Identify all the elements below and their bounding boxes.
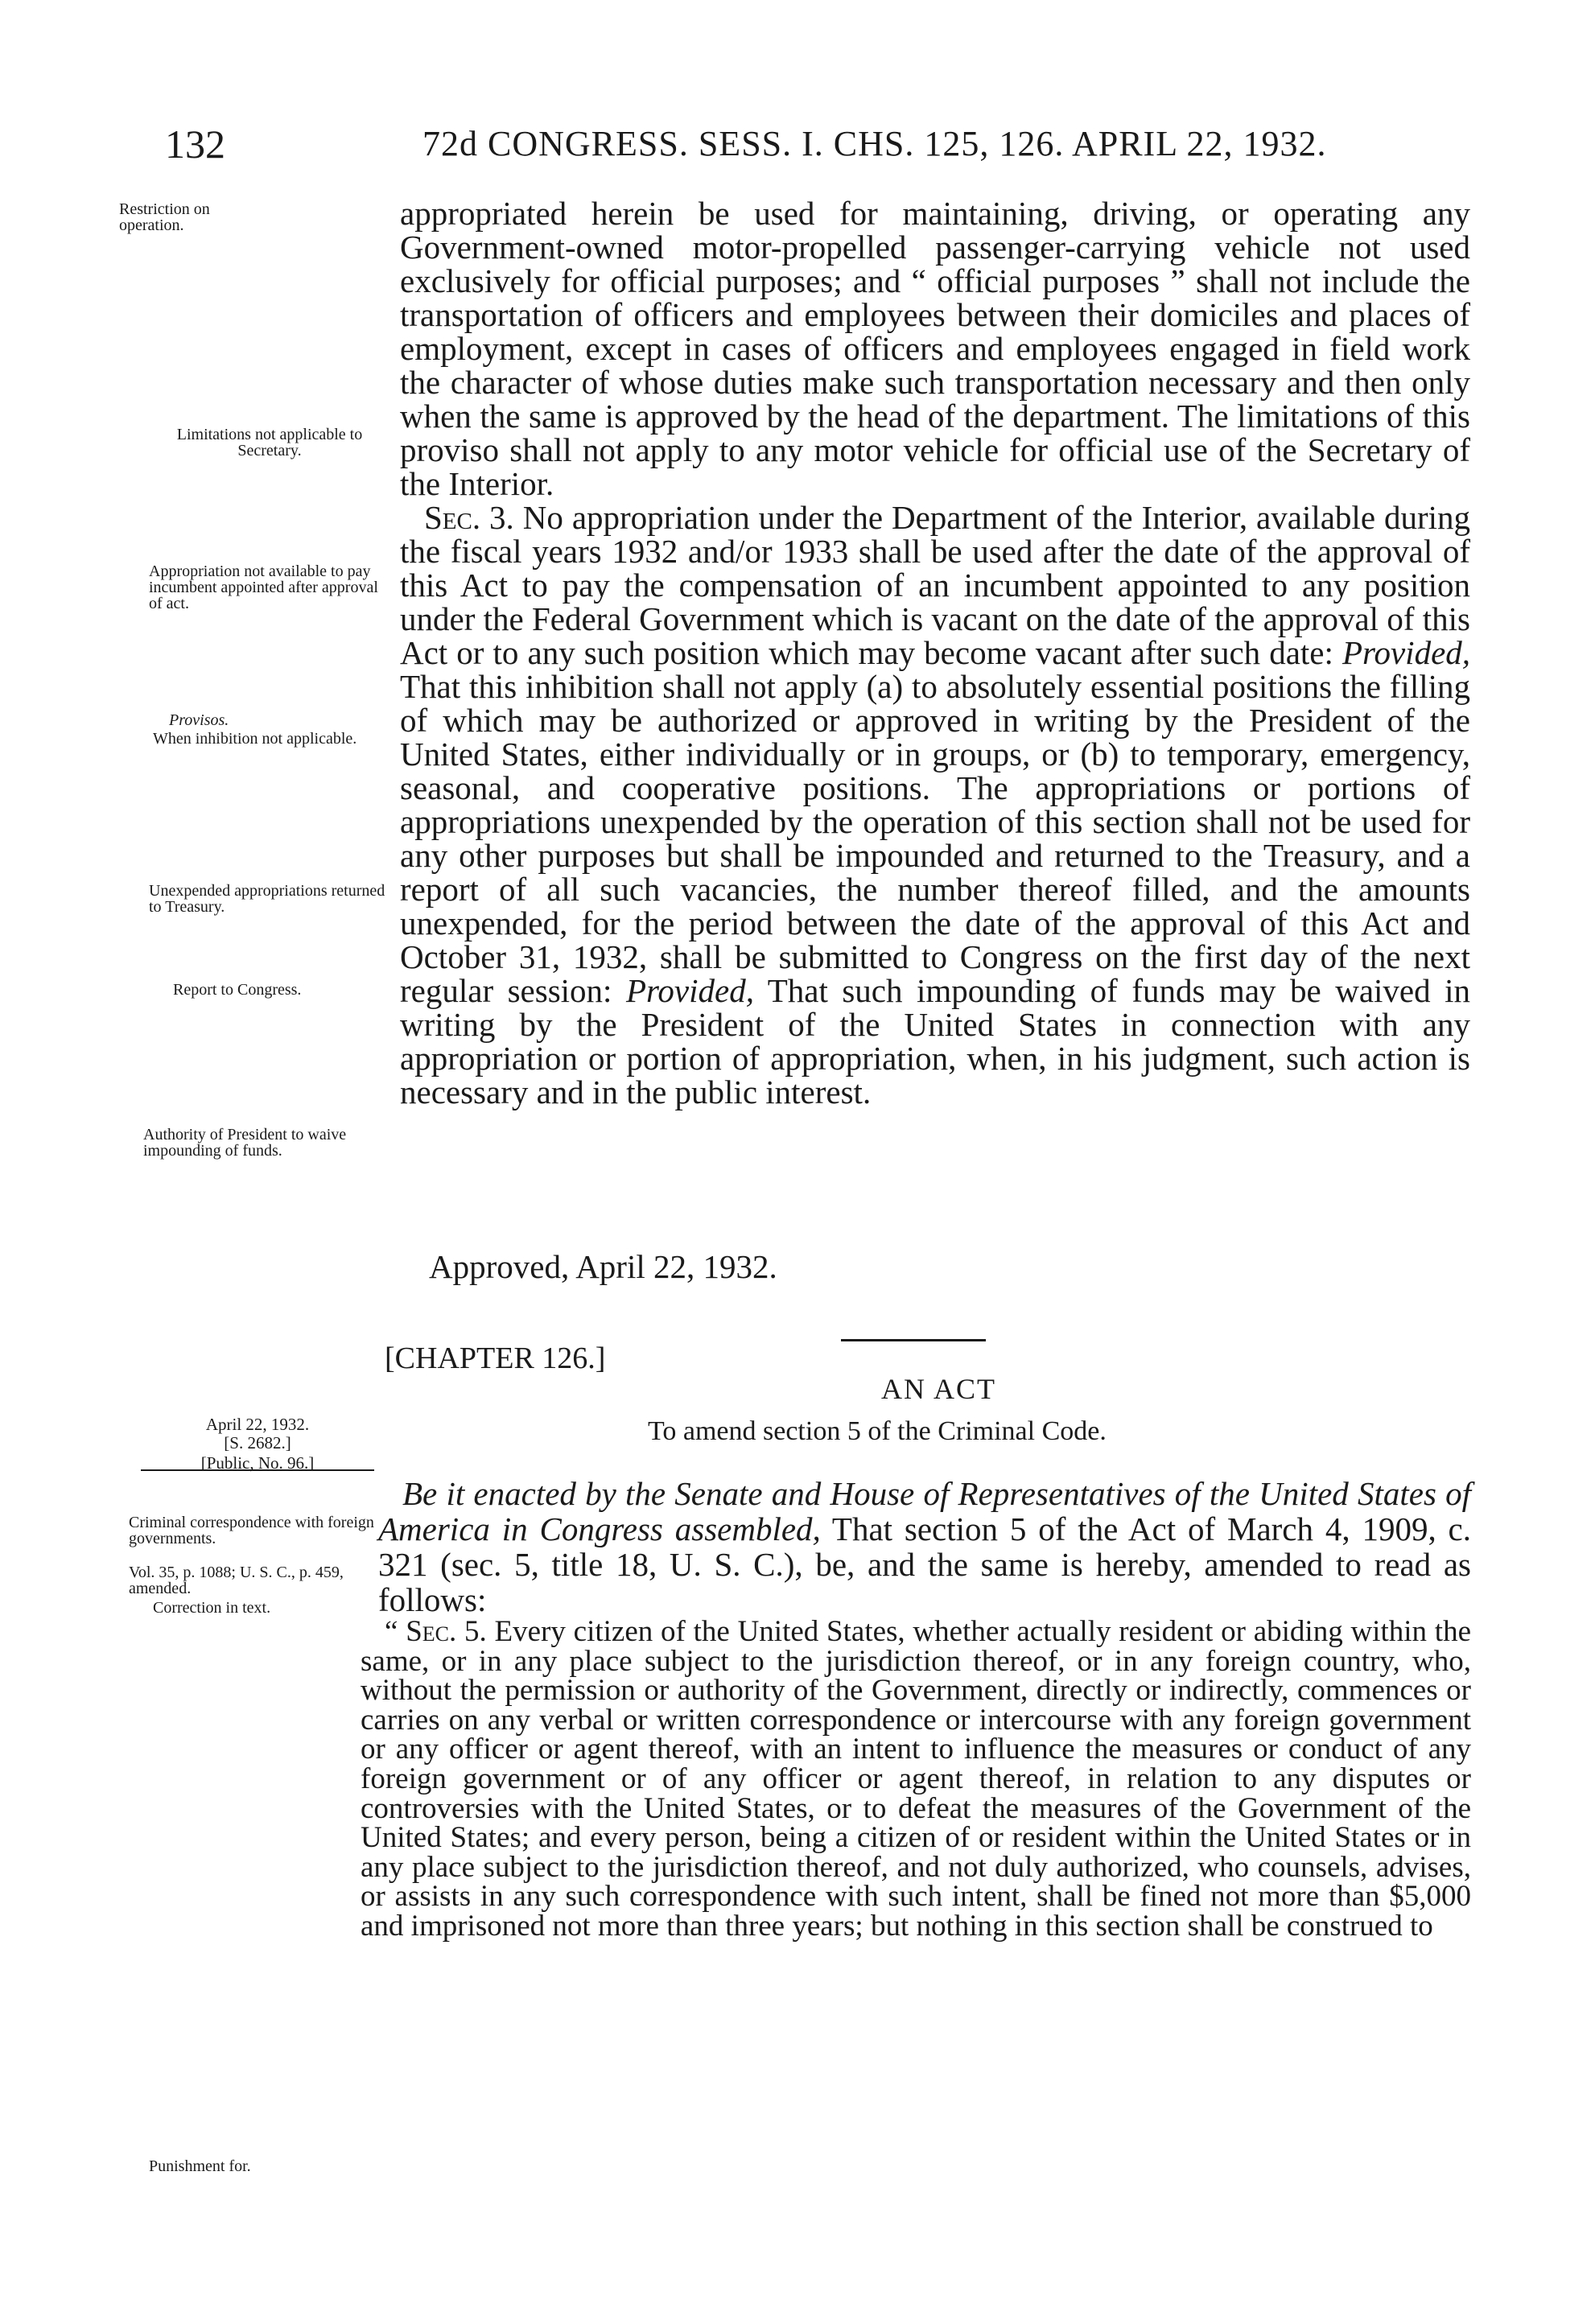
section-3 [400,501,1470,1109]
margin-note-criminal: Criminal correspondence with foreign governments. [129,1514,374,1547]
page-number: 132 [165,122,225,167]
section-5-text [361,1617,1471,1942]
enacting-text [378,1476,1471,1617]
margin-note-appropriation: Appropriation not available to pay incumbent appointed after approval of act. [149,562,378,612]
margin-note-authority: Authority of President to waive impounding of funds. [143,1126,347,1160]
chapter-125-body [400,196,1470,1109]
approved-line: Approved, April 22, 1932. [429,1248,777,1285]
section-3-text-c: That such impounding of funds may be waived in writing by the President of the United States in connection with any appropriation or portion of appropriation, when, in his judgment, such action is necessary and in the public interest. [400,972,1470,1110]
act-purpose: To amend section 5 of the Criminal Code. [648,1416,1107,1446]
enacting-paragraph [378,1476,1471,1617]
section-divider [841,1339,986,1341]
act-title: AN ACT [881,1373,997,1405]
section-3-text-a: No appropriation under the Department of the Interior, available during the fiscal years 1932 and/or 1933 shall be used after the date of the approval of this Act to pay the compensation of an incumbent appointed to any position under the Federal Government which is vacant on the date of the approval of this Act or to any such position which may become vacant after such date: [400,499,1471,671]
proviso-2: Provided, [625,972,754,1009]
proviso-1: Provided, [1342,634,1471,671]
senate-bill: [S. 2682.] [224,1433,291,1452]
margin-note-when-inhibition: When inhibition not applicable. [153,730,357,748]
chapter-126-label: [CHAPTER 126.] [385,1341,606,1375]
act-date: April 22, 1932. [205,1415,310,1434]
amended-section-5 [361,1617,1471,1942]
enacting-rest: That section 5 of the Act of March 4, 1909, c. 321 (sec. 5, title 18, U. S. C.), be, and the same is hereby, amended to read as follows: [378,1510,1471,1618]
enacting-clause: Be it enacted by the Senate and House of Representatives of the United States of America in Congress assembled, [378,1475,1471,1547]
margin-note-correction: Correction in text. [153,1599,271,1617]
paragraph-restriction: appropriated herein be used for maintaining, driving, or operating any Government-owned motor-propelled passenger-carrying vehicle not used exclusively for official purposes; and “ official purposes ” shall not include the transportation of officers and employees between their domiciles and places of employment, except in cases of officers and employees engaged in field work the character of whose duties make such transportation necessary and then only when the same is approved by the head of the department. The limitations of this proviso shall not apply to any motor vehicle for official use of the Secretary of the Interior. [400,195,1470,502]
margin-note-unexpended: Unexpended appropriations returned to Treasury. [149,882,385,916]
margin-note-punishment: Punishment for. [149,2157,251,2175]
section-3-text-b: That this inhibition shall not apply (a) to absolutely essential positions the filling of which may be authorized or approved in writing by the President of the United States, either individually or in groups, or (b) to temporary, emergency, seasonal, and cooperative positions. The appropriations or portions of appropriations unexpended by the operation of this section shall not be used for any other purposes but shall be impounded and returned to the Treasury, and a report of all such vacancies, the number thereof filled, and the amounts unexpended, for the period between the date of the approval of this Act and October 31, 1932, shall be submitted to Congress on the first day of the next regular session: [400,668,1470,1009]
margin-note-vol-ref: Vol. 35, p. 1088; U. S. C., p. 459, amended. [129,1564,344,1597]
margin-note-provisos: Provisos. [169,711,229,729]
section-5-label: “ Sec. 5. [385,1615,487,1648]
margin-note-restriction: Restriction on operation. [119,200,210,234]
running-head: 72d CONGRESS. SESS. I. CHS. 125, 126. APRIL 22, 1932. [422,124,1327,163]
section-3-label: Sec. 3. [424,499,514,536]
margin-note-limitations: Limitations not applicable to Secretary. [176,426,363,459]
section-5-body: Every citizen of the United States, whether actually resident or abiding within the same, or in any place subject to the jurisdiction thereof, or in any foreign country, who, without the permission or authority of the Government, directly or indirectly, commences or carries on any verbal or written correspondence or intercourse with any foreign government or any officer or agent thereof, with an intent to influence the measures or conduct of any foreign government or of any officer or agent thereof, in relation to any disputes or controversies with the United States, or to defeat the measures of the Government of the United States; and every person, being a citizen of or resident within the United States or in any place subject to the jurisdiction thereof, and not duly authorized, who counsels, advises, or assists in any such correspondence with such intent, shall be fined not more than $5,000 and imprisoned not more than three years; but nothing in this section shall be construed to [361,1615,1471,1943]
public-law-number: [Public, No. 96.] [200,1453,315,1473]
margin-note-report: Report to Congress. [173,981,302,999]
